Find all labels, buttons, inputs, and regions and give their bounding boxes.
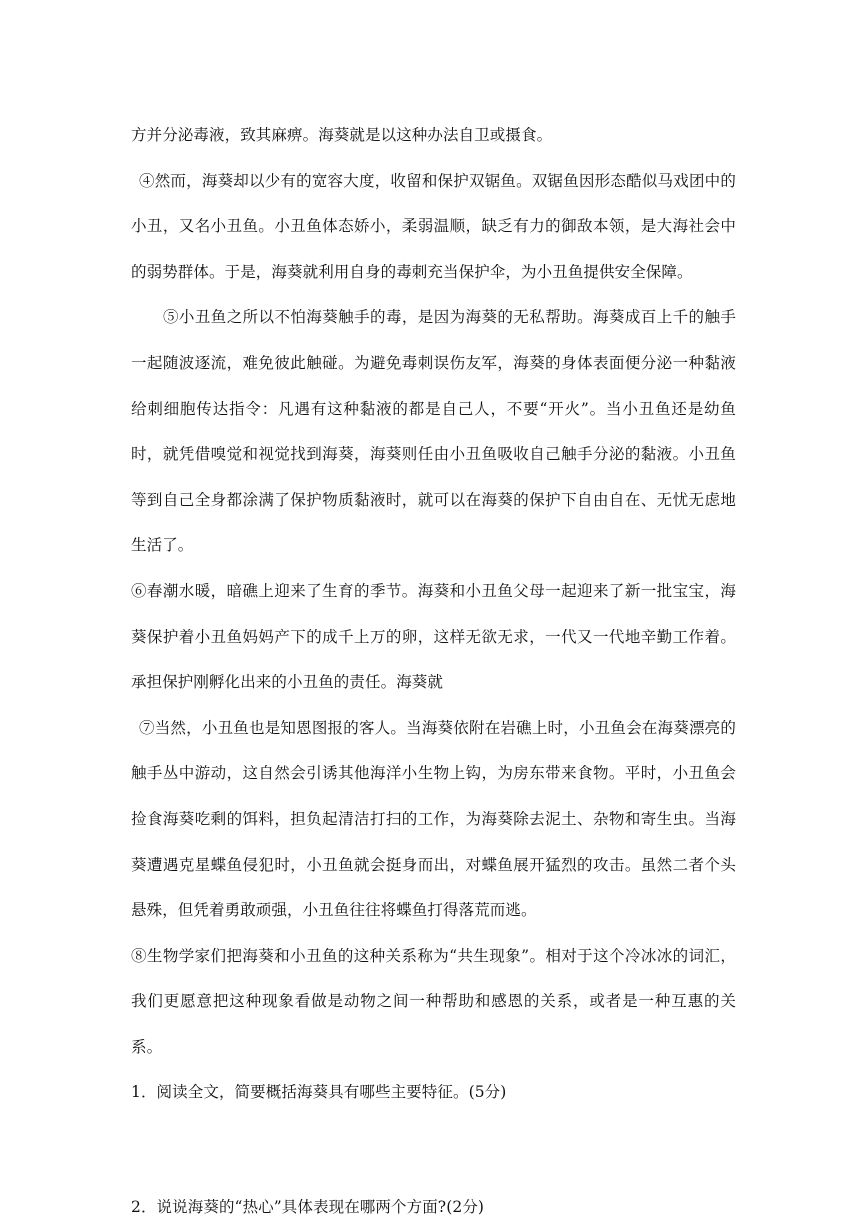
question-1: 1．阅读全文，简要概括海葵具有哪些主要特征。(5分) xyxy=(131,1083,507,1102)
paragraph-3-end: 方并分泌毒液，致其麻痹。海葵就是以这种办法自卫或摄食。 xyxy=(131,126,553,144)
question-2: 2．说说海葵的“热心”具体表现在哪两个方面?(2分) xyxy=(131,1198,485,1217)
paragraph-7: ⑦当然，小丑鱼也是知恩图报的客人。当海葵依附在岩礁上时，小丑鱼会在海葵漂亮的触手丛中游动，这自然会引诱其他海洋小生物上钩，为房东带来食物。平时，小丑鱼会捡食海葵吃剩的饵料，担负起清洁打扫的工作，为海葵除去泥土、杂物和寄生虫。当海葵遭遇克星蝶鱼侵犯时，小丑鱼就会挺身而出，对蝶鱼展开猛烈的攻击。虽然二者个头悬殊，但凭着勇敢顽强，小丑鱼往往将蝶鱼打得落荒而逃。 xyxy=(131,718,736,920)
paragraph-6: ⑥春潮水暖，暗礁上迎来了生育的季节。海葵和小丑鱼父母一起迎来了新一批宝宝，海葵保护着小丑鱼妈妈产下的成千上万的卵，这样无欲无求，一代又一代地辛勤工作着。承担保护刚孵化出来的小丑鱼的责任。海葵就 xyxy=(131,581,736,692)
answer-space-1 xyxy=(131,1116,736,1185)
document-body xyxy=(131,113,736,1231)
paragraph-8: ⑧生物学家们把海葵和小丑鱼的这种关系称为“共生现象”。相对于这个冷冰冰的词汇，我们更愿意把这种现象看做是动物之间一种帮助和感恩的关系，或者是一种互惠的关系。 xyxy=(131,946,736,1056)
paragraph-5: ⑤小丑鱼之所以不怕海葵触手的毒，是因为海葵的无私帮助。海葵成百上千的触手一起随波逐流，难免彼此触碰。为避免毒刺误伤友军，海葵的身体表面便分泌一种黏液给刺细胞传达指令：凡遇有这种黏液的都是自己人，不要“开火”。当小丑鱼还是幼鱼时，就凭借嗅觉和视觉找到海葵，海葵则任由小丑鱼吸收自己触手分泌的黏液。小丑鱼等到自己全身都涂满了保护物质黏液时，就可以在海葵的保护下自由自在、无忧无虑地生活了。 xyxy=(131,308,736,555)
paragraph-4: ④然而，海葵却以少有的宽容大度，收留和保护双锯鱼。双锯鱼因形态酷似马戏团中的小丑，又名小丑鱼。小丑鱼体态娇小，柔弱温顺，缺乏有力的御敌本领，是大海社会中的弱势群体。于是，海葵就利用自身的毒刺充当保护伞，为小丑鱼提供安全保障。 xyxy=(131,171,736,281)
